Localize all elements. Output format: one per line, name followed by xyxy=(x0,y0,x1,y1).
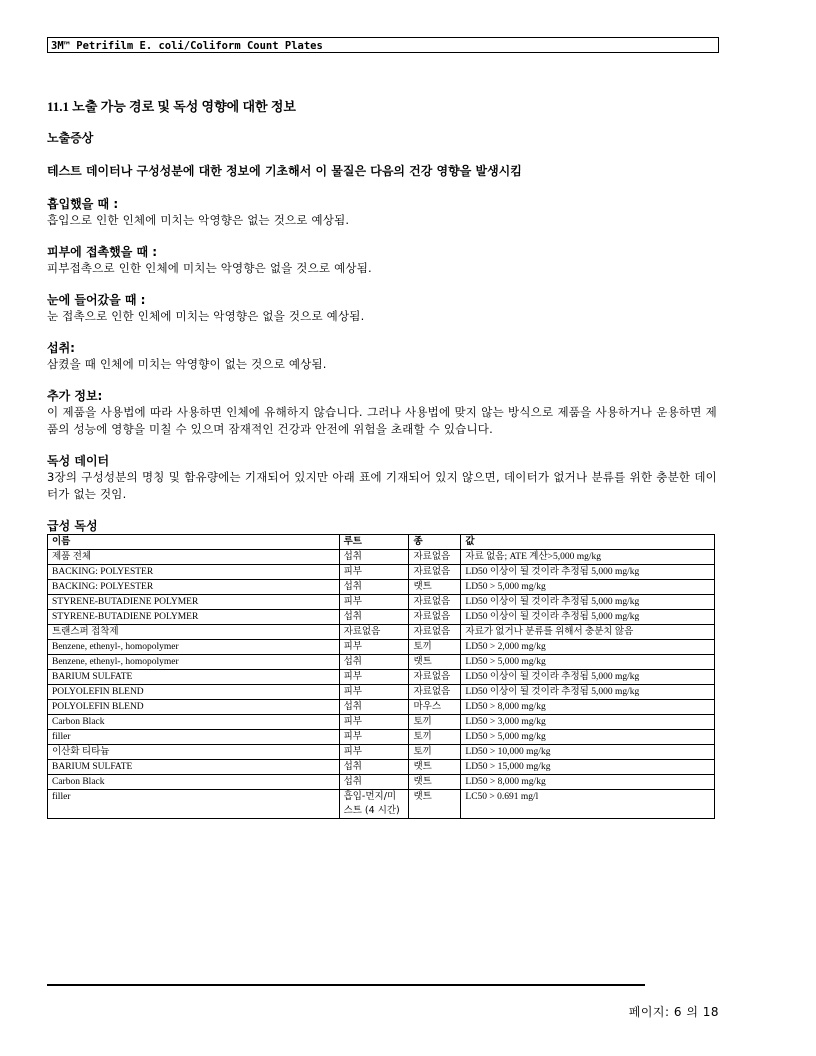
cell-species: 토끼 xyxy=(409,640,461,655)
inhalation-text: 흡입으로 인한 인체에 미치는 악영향은 없는 것으로 예상됨. xyxy=(47,213,350,227)
cell-value: LD50 이상이 될 것이라 추정됨 5,000 mg/kg xyxy=(461,610,715,625)
section-title: 11.1 노출 가능 경로 및 독성 영향에 대한 정보 xyxy=(47,99,296,114)
cell-species: 토끼 xyxy=(409,730,461,745)
cell-route: 피부 xyxy=(339,565,409,580)
cell-species: 자료없음 xyxy=(409,670,461,685)
cell-name: STYRENE-BUTADIENE POLYMER xyxy=(48,595,340,610)
cell-species: 랫트 xyxy=(409,760,461,775)
cell-species: 자료없음 xyxy=(409,625,461,640)
cell-value: LD50 이상이 될 것이라 추정됨 5,000 mg/kg xyxy=(461,565,715,580)
table-row xyxy=(48,685,715,700)
cell-route: 섭취 xyxy=(339,775,409,790)
cell-species: 토끼 xyxy=(409,745,461,760)
cell-value: LD50 > 10,000 mg/kg xyxy=(461,745,715,760)
eye-heading: 눈에 들어갔을 때 : xyxy=(47,293,146,307)
table-row xyxy=(48,760,715,775)
cell-value: LD50 > 5,000 mg/kg xyxy=(461,580,715,595)
cell-value: LD50 이상이 될 것이라 추정됨 5,000 mg/kg xyxy=(461,685,715,700)
cell-name: BARIUM SULFATE xyxy=(48,670,340,685)
cell-value: LD50 > 15,000 mg/kg xyxy=(461,760,715,775)
cell-route: 피부 xyxy=(339,715,409,730)
cell-route: 섭취 xyxy=(339,580,409,595)
eye-block xyxy=(47,291,717,325)
cell-name: Benzene, ethenyl-, homopolymer xyxy=(48,640,340,655)
cell-value: 자료가 없거나 분류를 위해서 충분치 않음 xyxy=(461,625,715,640)
symptoms-heading: 노출증상 xyxy=(47,131,94,145)
cell-name: 트랜스퍼 접착제 xyxy=(48,625,340,640)
cell-route: 섭취 xyxy=(339,610,409,625)
cell-route: 피부 xyxy=(339,670,409,685)
additional-info-heading: 추가 정보: xyxy=(47,389,103,403)
table-row xyxy=(48,580,715,595)
cell-name: Carbon Black xyxy=(48,775,340,790)
cell-species: 자료없음 xyxy=(409,685,461,700)
cell-species: 랫트 xyxy=(409,775,461,790)
eye-text: 눈 접촉으로 인한 인체에 미치는 악영향은 없을 것으로 예상됨. xyxy=(47,309,365,323)
cell-value: LD50 > 5,000 mg/kg xyxy=(461,730,715,745)
cell-species: 자료없음 xyxy=(409,595,461,610)
column-header-species: 종 xyxy=(409,535,461,550)
cell-species: 마우스 xyxy=(409,700,461,715)
additional-info-text: 이 제품을 사용법에 따라 사용하면 인체에 유해하지 않습니다. 그러나 사용법에 맞지 않는 방식으로 제품을 사용하거나 운용하면 제품의 성능에 영향을 미칠 수 있으며 잠재적인 건강과 안전에 위험을 초래할 수 있습니다. xyxy=(47,405,717,436)
table-body xyxy=(48,550,715,819)
ingestion-block xyxy=(47,339,717,373)
cell-route: 섭취 xyxy=(339,655,409,670)
cell-route: 흡입-먼지/미스트 (4 시간) xyxy=(339,790,409,819)
table-row xyxy=(48,625,715,640)
cell-value: LD50 > 2,000 mg/kg xyxy=(461,640,715,655)
cell-name: STYRENE-BUTADIENE POLYMER xyxy=(48,610,340,625)
cell-route: 자료없음 xyxy=(339,625,409,640)
table-row xyxy=(48,745,715,760)
table-row xyxy=(48,550,715,565)
cell-value: LD50 > 8,000 mg/kg xyxy=(461,775,715,790)
cell-species: 랫트 xyxy=(409,580,461,595)
cell-route: 섭취 xyxy=(339,760,409,775)
cell-name: BACKING: POLYESTER xyxy=(48,580,340,595)
ingestion-text: 삼켰을 때 인체에 미치는 악영향이 없는 것으로 예상됨. xyxy=(47,357,327,371)
cell-species: 토끼 xyxy=(409,715,461,730)
cell-name: 제품 전체 xyxy=(48,550,340,565)
document-title: 3M™ Petrifilm E. coli/Coliform Count Plates xyxy=(51,40,323,52)
table-row xyxy=(48,700,715,715)
table-row xyxy=(48,775,715,790)
additional-info-block xyxy=(47,387,717,438)
cell-species: 랫트 xyxy=(409,790,461,819)
cell-route: 피부 xyxy=(339,745,409,760)
cell-route: 피부 xyxy=(339,640,409,655)
table-row xyxy=(48,730,715,745)
skin-block xyxy=(47,243,717,277)
cell-species: 자료없음 xyxy=(409,565,461,580)
column-header-route: 루트 xyxy=(339,535,409,550)
cell-name: 이산화 티타늄 xyxy=(48,745,340,760)
cell-route: 피부 xyxy=(339,595,409,610)
table-row xyxy=(48,715,715,730)
cell-species: 랫트 xyxy=(409,655,461,670)
cell-route: 피부 xyxy=(339,685,409,700)
cell-value: LD50 이상이 될 것이라 추정됨 5,000 mg/kg xyxy=(461,670,715,685)
cell-value: LC50 > 0.691 mg/l xyxy=(461,790,715,819)
acute-toxicity-heading: 급성 독성 xyxy=(47,519,98,533)
skin-heading: 피부에 접촉했을 때 : xyxy=(47,245,158,259)
ingestion-heading: 섭취: xyxy=(47,341,75,355)
toxicity-data-text: 3장의 구성성분의 명칭 및 함유량에는 기재되어 있지만 아래 표에 기재되어 있지 않으면, 데이터가 없거나 분류를 위한 충분한 데이터가 없는 것임. xyxy=(47,470,717,501)
table-row xyxy=(48,610,715,625)
document-header xyxy=(47,37,719,53)
toxicity-data-block xyxy=(47,452,717,503)
acute-toxicity-table xyxy=(47,534,715,819)
cell-route: 섭취 xyxy=(339,700,409,715)
cell-value: LD50 > 3,000 mg/kg xyxy=(461,715,715,730)
page-number: 페이지: 6 의 18 xyxy=(628,1005,719,1019)
table-row xyxy=(48,670,715,685)
cell-name: BACKING: POLYESTER xyxy=(48,565,340,580)
inhalation-block xyxy=(47,195,717,229)
cell-name: BARIUM SULFATE xyxy=(48,760,340,775)
cell-route: 피부 xyxy=(339,730,409,745)
cell-species: 자료없음 xyxy=(409,610,461,625)
footer-divider xyxy=(47,984,645,986)
cell-name: filler xyxy=(48,790,340,819)
cell-name: POLYOLEFIN BLEND xyxy=(48,685,340,700)
cell-value: 자료 없음; ATE 계산>5,000 mg/kg xyxy=(461,550,715,565)
table-row xyxy=(48,565,715,580)
cell-species: 자료없음 xyxy=(409,550,461,565)
toxicity-data-heading: 독성 데이터 xyxy=(47,454,110,468)
cell-value: LD50 > 8,000 mg/kg xyxy=(461,700,715,715)
inhalation-heading: 흡입했을 때 : xyxy=(47,197,119,211)
table-row xyxy=(48,655,715,670)
table-row xyxy=(48,640,715,655)
column-header-value: 값 xyxy=(461,535,715,550)
cell-route: 섭취 xyxy=(339,550,409,565)
skin-text: 피부접촉으로 인한 인체에 미치는 악영향은 없을 것으로 예상됨. xyxy=(47,261,372,275)
cell-name: filler xyxy=(48,730,340,745)
cell-name: Carbon Black xyxy=(48,715,340,730)
page-content xyxy=(47,96,717,819)
symptoms-intro: 테스트 데이터나 구성성분에 대한 정보에 기초해서 이 물질은 다음의 건강 영향을 발생시킴 xyxy=(47,164,522,178)
column-header-name: 이름 xyxy=(48,535,340,550)
cell-value: LD50 이상이 될 것이라 추정됨 5,000 mg/kg xyxy=(461,595,715,610)
cell-name: POLYOLEFIN BLEND xyxy=(48,700,340,715)
cell-name: Benzene, ethenyl-, homopolymer xyxy=(48,655,340,670)
table-row xyxy=(48,790,715,819)
table-row xyxy=(48,595,715,610)
cell-value: LD50 > 5,000 mg/kg xyxy=(461,655,715,670)
table-header-row xyxy=(48,535,715,550)
